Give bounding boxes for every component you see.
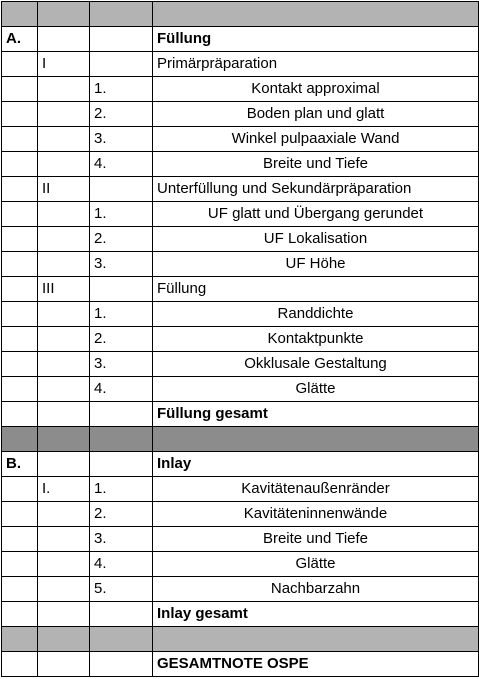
item-number-cell: 3. — [90, 127, 153, 152]
criterion-cell: Nachbarzahn — [153, 577, 479, 602]
item-number-cell: 1. — [90, 477, 153, 502]
subsection-cell — [38, 602, 90, 627]
table-row — [2, 302, 479, 327]
criterion-cell: Randdichte — [153, 302, 479, 327]
table-row — [2, 27, 479, 52]
section-cell — [2, 352, 38, 377]
section-cell — [2, 77, 38, 102]
table-row — [2, 102, 479, 127]
section-cell — [2, 502, 38, 527]
criterion-cell: Breite und Tiefe — [153, 527, 479, 552]
section-cell — [2, 102, 38, 127]
section-cell — [2, 377, 38, 402]
item-number-cell — [90, 2, 153, 27]
subsection-cell — [38, 502, 90, 527]
subsection-cell: III — [38, 277, 90, 302]
table-row — [2, 477, 479, 502]
section-cell — [2, 402, 38, 427]
item-number-cell — [90, 402, 153, 427]
section-cell — [2, 477, 38, 502]
section-cell — [2, 302, 38, 327]
item-number-cell — [90, 452, 153, 477]
table-row — [2, 327, 479, 352]
item-number-cell: 4. — [90, 377, 153, 402]
grading-table-body — [2, 2, 479, 677]
item-number-cell: 2. — [90, 327, 153, 352]
section-cell — [2, 252, 38, 277]
item-number-cell — [90, 627, 153, 652]
subsection-cell — [38, 327, 90, 352]
subsection-cell: I. — [38, 477, 90, 502]
item-number-cell: 1. — [90, 202, 153, 227]
criterion-cell — [153, 427, 479, 452]
criterion-cell: UF glatt und Übergang gerundet — [153, 202, 479, 227]
section-cell — [2, 627, 38, 652]
subsection-cell — [38, 527, 90, 552]
section-cell — [2, 52, 38, 77]
item-number-cell: 3. — [90, 352, 153, 377]
criterion-cell — [153, 2, 479, 27]
item-number-cell: 1. — [90, 77, 153, 102]
item-number-cell — [90, 427, 153, 452]
subsection-cell — [38, 302, 90, 327]
item-number-cell — [90, 652, 153, 677]
table-row — [2, 452, 479, 477]
criterion-cell: GESAMTNOTE OSPE — [153, 652, 479, 677]
section-cell — [2, 652, 38, 677]
subsection-cell — [38, 652, 90, 677]
section-cell — [2, 177, 38, 202]
table-row — [2, 277, 479, 302]
table-row — [2, 252, 479, 277]
criterion-cell: Glätte — [153, 552, 479, 577]
subsection-cell — [38, 252, 90, 277]
subsection-cell — [38, 227, 90, 252]
subsection-cell — [38, 2, 90, 27]
subsection-cell — [38, 452, 90, 477]
table-row — [2, 52, 479, 77]
item-number-cell: 2. — [90, 102, 153, 127]
grading-table — [1, 1, 479, 677]
criterion-cell: Kavitäteninnenwände — [153, 502, 479, 527]
subsection-cell — [38, 152, 90, 177]
table-row — [2, 202, 479, 227]
criterion-cell: Inlay — [153, 452, 479, 477]
item-number-cell — [90, 52, 153, 77]
criterion-cell: Kavitätenaußenränder — [153, 477, 479, 502]
table-row — [2, 152, 479, 177]
section-cell — [2, 427, 38, 452]
section-cell: A. — [2, 27, 38, 52]
light-divider-row — [2, 627, 479, 652]
item-number-cell: 2. — [90, 227, 153, 252]
table-row — [2, 502, 479, 527]
criterion-cell: Kontaktpunkte — [153, 327, 479, 352]
section-cell — [2, 277, 38, 302]
item-number-cell: 2. — [90, 502, 153, 527]
section-cell — [2, 2, 38, 27]
table-row — [2, 552, 479, 577]
subsection-cell — [38, 427, 90, 452]
section-cell — [2, 327, 38, 352]
table-row — [2, 602, 479, 627]
item-number-cell: 4. — [90, 152, 153, 177]
subsection-cell: I — [38, 52, 90, 77]
subsection-cell — [38, 402, 90, 427]
criterion-cell: Füllung — [153, 277, 479, 302]
table-row — [2, 577, 479, 602]
table-row — [2, 227, 479, 252]
table-row — [2, 402, 479, 427]
criterion-cell: Füllung — [153, 27, 479, 52]
section-cell — [2, 602, 38, 627]
criterion-cell: Glätte — [153, 377, 479, 402]
table-row — [2, 352, 479, 377]
item-number-cell — [90, 177, 153, 202]
subsection-cell — [38, 627, 90, 652]
item-number-cell — [90, 602, 153, 627]
criterion-cell: Inlay gesamt — [153, 602, 479, 627]
criterion-cell: Kontakt approximal — [153, 77, 479, 102]
criterion-cell: Unterfüllung und Sekundärpräparation — [153, 177, 479, 202]
section-cell — [2, 202, 38, 227]
item-number-cell: 4. — [90, 552, 153, 577]
item-number-cell: 3. — [90, 527, 153, 552]
criterion-cell: Füllung gesamt — [153, 402, 479, 427]
section-cell — [2, 152, 38, 177]
section-cell — [2, 127, 38, 152]
section-cell — [2, 527, 38, 552]
subsection-cell — [38, 552, 90, 577]
criterion-cell: Primärpräparation — [153, 52, 479, 77]
header-row — [2, 2, 479, 27]
table-row — [2, 652, 479, 677]
section-cell: B. — [2, 452, 38, 477]
criterion-cell — [153, 627, 479, 652]
criterion-cell: UF Lokalisation — [153, 227, 479, 252]
item-number-cell: 1. — [90, 302, 153, 327]
subsection-cell — [38, 577, 90, 602]
item-number-cell — [90, 27, 153, 52]
subsection-cell: II — [38, 177, 90, 202]
section-cell — [2, 577, 38, 602]
subsection-cell — [38, 127, 90, 152]
criterion-cell: Winkel pulpaaxiale Wand — [153, 127, 479, 152]
item-number-cell: 3. — [90, 252, 153, 277]
section-cell — [2, 227, 38, 252]
item-number-cell: 5. — [90, 577, 153, 602]
subsection-cell — [38, 102, 90, 127]
subsection-cell — [38, 77, 90, 102]
table-row — [2, 527, 479, 552]
criterion-cell: Okklusale Gestaltung — [153, 352, 479, 377]
criterion-cell: UF Höhe — [153, 252, 479, 277]
subsection-cell — [38, 377, 90, 402]
section-cell — [2, 552, 38, 577]
criterion-cell: Breite und Tiefe — [153, 152, 479, 177]
table-row — [2, 377, 479, 402]
divider-row — [2, 427, 479, 452]
table-row — [2, 177, 479, 202]
subsection-cell — [38, 352, 90, 377]
subsection-cell — [38, 202, 90, 227]
table-row — [2, 127, 479, 152]
table-row — [2, 77, 479, 102]
subsection-cell — [38, 27, 90, 52]
item-number-cell — [90, 277, 153, 302]
criterion-cell: Boden plan und glatt — [153, 102, 479, 127]
